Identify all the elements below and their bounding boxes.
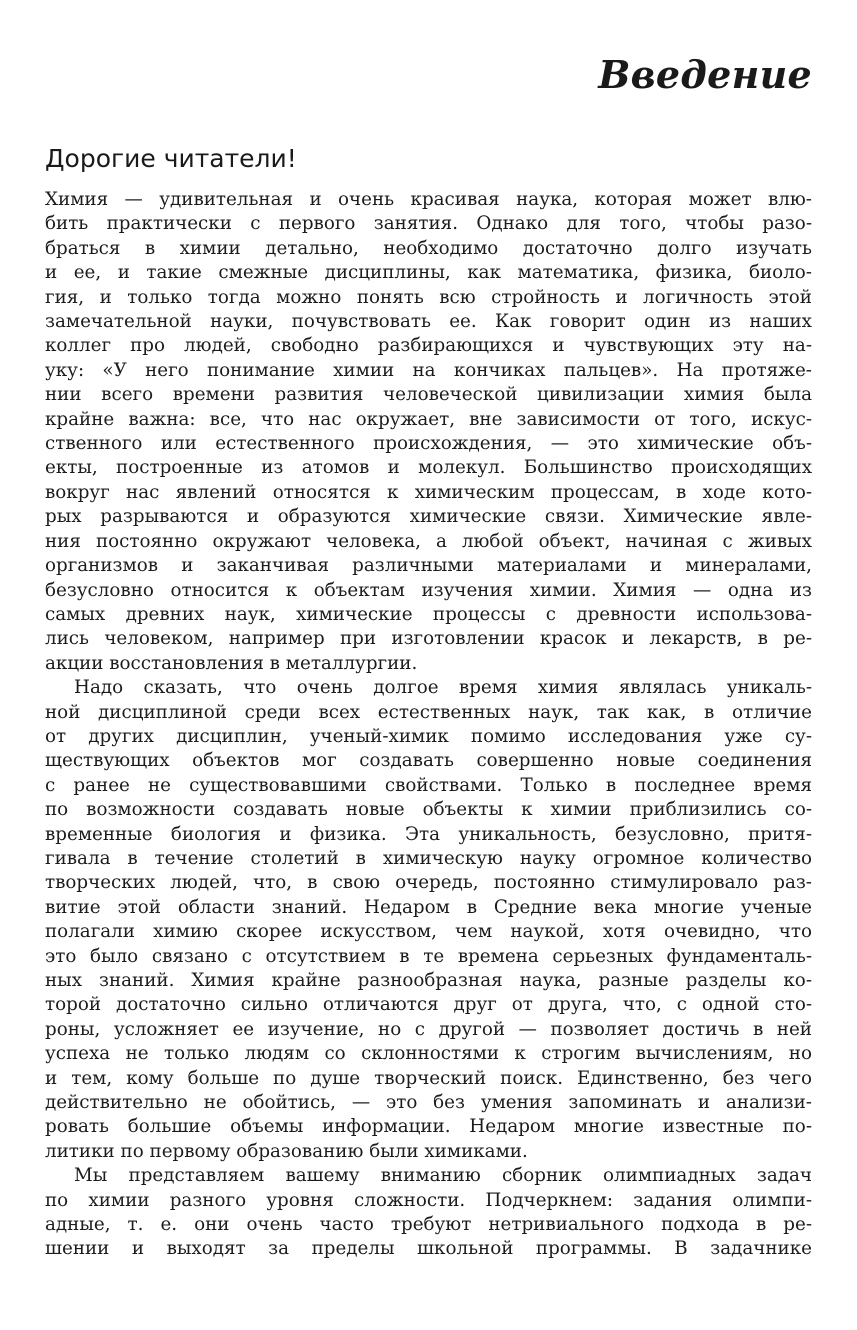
text-line: браться в химии детально, необходимо достаточно долго изучать [45, 237, 812, 259]
book-page [45, 0, 812, 1330]
text-line: акции восстановления в металлургии. [45, 652, 418, 674]
text-line: гия, и только тогда можно понять всю стройность и логичность этой [45, 286, 812, 308]
text-line: и ее, и такие смежные дисциплины, как математика, физика, биоло- [45, 262, 812, 284]
body-text [45, 188, 812, 1262]
text-line: успеха не только людям со склонностями к строгим вычислениям, но [45, 1043, 812, 1065]
paragraph-3 [45, 1164, 812, 1262]
text-line: уку: «У него понимание химии на кончиках пальцев». На протяже- [45, 359, 812, 381]
text-line: по химии разного уровня сложности. Подчеркнем: задания олимпи- [45, 1189, 812, 1211]
text-line: ния постоянно окружают человека, а любой объект, начиная с живых [45, 530, 812, 552]
text-line: роны, усложняет ее изучение, но с другой — позволяет достичь в ней [45, 1018, 812, 1040]
text-line: от других дисциплин, ученый-химик помимо исследования уже су- [45, 725, 812, 747]
text-line: нии всего времени развития человеческой цивилизации химия была [45, 384, 812, 406]
greeting-subtitle: Дорогие читатели! [45, 144, 297, 173]
text-line: и тем, кому больше по душе творческий поиск. Единственно, без чего [45, 1067, 812, 1089]
text-line: ных знаний. Химия крайне разнообразная наука, разные разделы ко- [45, 970, 812, 991]
text-line: безусловно относится к объектам изучения химии. Химия — одна из [45, 579, 812, 601]
text-line: ной дисциплиной среди всех естественных наук, так как, в отличие [45, 701, 812, 723]
text-line: витие этой области знаний. Недаром в Средние века многие ученые [45, 896, 812, 918]
text-line: самых древних наук, химические процессы с древности использова- [45, 603, 812, 625]
text-line: коллег про людей, свободно разбирающихся и чувствующих эту на- [45, 335, 812, 357]
text-line: замечательной науки, почувствовать ее. Как говорит один из наших [45, 311, 812, 333]
text-line: Мы представляем вашему вниманию сборник олимпиадных задач [74, 1165, 812, 1187]
text-line: с ранее не существовавшими свойствами. Только в последнее время [45, 774, 812, 796]
text-line: творческих людей, что, в свою очередь, постоянно стимулировало раз- [45, 872, 812, 894]
text-line: торой достаточно сильно отличаются друг от друга, что, с одной сто- [45, 994, 812, 1016]
text-line: ществующих объектов мог создавать совершенно новые соединения [45, 750, 812, 772]
text-line: это было связано с отсутствием в те времена серьезных фундаменталь- [45, 945, 812, 967]
text-line: полагали химию скорее искусством, чем наукой, хотя очевидно, что [45, 921, 812, 943]
text-line: бить практически с первого занятия. Однако для того, чтобы разо- [45, 213, 812, 235]
text-line: рых разрываются и образуются химические связи. Химические явле- [45, 506, 812, 528]
text-line: Надо сказать, что очень долгое время химия являлась уникаль- [74, 677, 812, 699]
text-line: ровать большие объемы информации. Недаром многие известные по- [45, 1116, 812, 1138]
text-line: вокруг нас явлений относятся к химическим процессам, в ходе кото- [45, 481, 812, 503]
text-line: екты, построенные из атомов и молекул. Большинство происходящих [45, 457, 812, 479]
text-line: временные биология и физика. Эта уникальность, безусловно, притя- [45, 823, 812, 845]
text-line: ственного или естественного происхождения, — это химические объ- [45, 433, 812, 455]
text-line: лись человеком, например при изготовлении красок и лекарств, в ре- [45, 628, 812, 650]
paragraph-1 [45, 188, 812, 676]
text-line: организмов и заканчивая различными материалами и минералами, [45, 555, 812, 577]
text-line: гивала в течение столетий в химическую науку огромное количество [45, 847, 812, 869]
text-line: Химия — удивительная и очень красивая наука, которая может влю- [45, 189, 812, 210]
text-line: крайне важна: все, что нас окружает, вне зависимости от того, искус- [45, 408, 812, 430]
paragraph-2 [45, 676, 812, 1164]
text-line: шении и выходят за пределы школьной программы. В задачнике [45, 1238, 812, 1260]
text-line: адные, т. е. они очень часто требуют нетривиального подхода в ре- [45, 1214, 812, 1236]
text-line: литики по первому образованию были химиками. [45, 1140, 528, 1162]
chapter-title: Введение [598, 52, 812, 97]
text-line: действительно не обойтись, — это без умения запоминать и анализи- [45, 1092, 812, 1114]
text-line: по возможности создавать новые объекты к химии приблизились со- [45, 799, 812, 821]
